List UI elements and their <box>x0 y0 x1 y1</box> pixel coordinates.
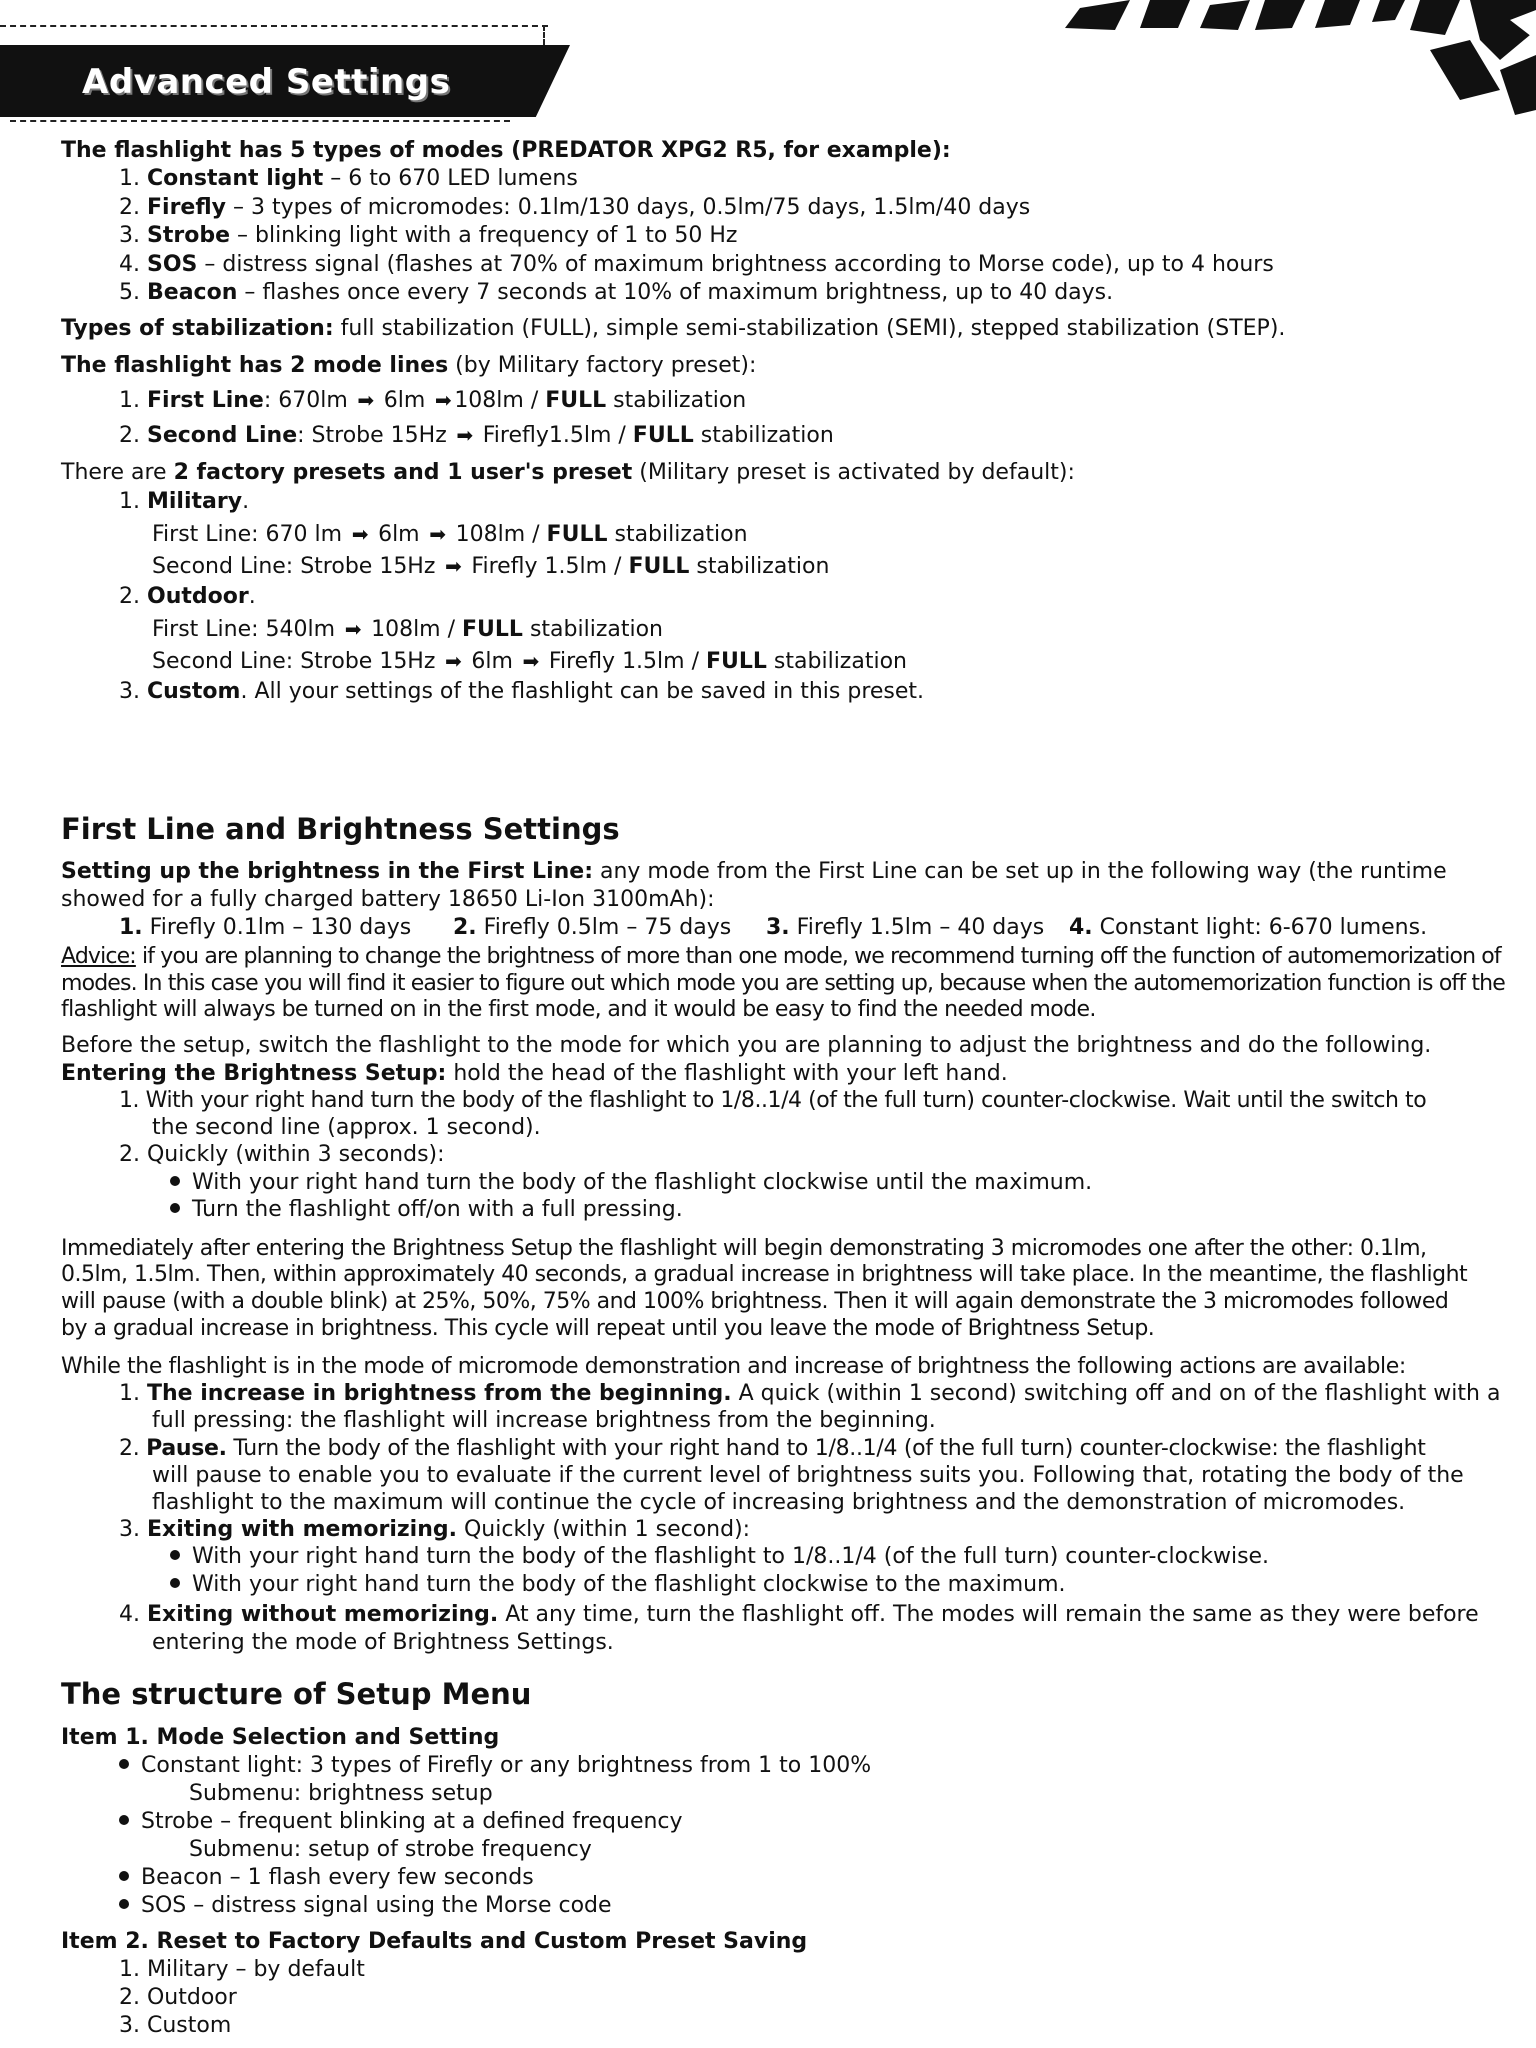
list-item: 1. Military – by default <box>119 1957 365 1982</box>
mode-item: 4. SOS – distress signal (flashes at 70% of maximum brightness according to Morse code), up to 4 hours <box>119 252 1274 277</box>
header-dashed-line-vertical <box>543 25 545 45</box>
mode-item: 2. Firefly – 3 types of micromodes: 0.1lm/130 days, 0.5lm/75 days, 1.5lm/40 days <box>119 195 1031 220</box>
arrow-icon: ➡ <box>344 617 362 641</box>
arrow-icon: ➡ <box>351 522 369 546</box>
bullet-item: With your right hand turn the body of the flashlight clockwise to the maximum. <box>170 1571 1066 1600</box>
mode-item: 3. Strobe – blinking light with a frequency of 1 to 50 Hz <box>119 223 738 248</box>
action-item: 3. Exiting with memorizing. Quickly (within 1 second): <box>119 1517 751 1542</box>
step: 1. With your right hand turn the body of the flashlight to 1/8..1/4 (of the full turn) counter-clockwise. Wait until the switch to <box>119 1088 1427 1113</box>
action-item: 4. Exiting without memorizing. At any time, turn the flashlight off. The modes will remain the same as they were before <box>119 1602 1479 1627</box>
bullet-icon <box>170 1176 180 1186</box>
brightness-options: 1. Firefly 0.1lm – 130 days <box>119 915 412 940</box>
action-item: entering the mode of Brightness Settings. <box>152 1630 614 1655</box>
bullet-icon <box>119 1871 129 1881</box>
bullet-item: Beacon – 1 flash every few seconds <box>119 1864 534 1893</box>
arrow-icon: ➡ <box>357 388 375 412</box>
brightness-options: 2. Firefly 0.5lm – 75 days <box>453 915 732 940</box>
action-item: full pressing: the flashlight will increase brightness from the beginning. <box>152 1408 936 1433</box>
brightness-options: 4. Constant light: 6-670 lumens. <box>1069 915 1428 940</box>
bullet-item: Turn the flashlight off/on with a full pressing. <box>170 1196 683 1225</box>
submenu-item: Submenu: brightness setup <box>189 1781 493 1806</box>
paragraph: Immediately after entering the Brightness Setup the flashlight will begin demonstrating 3 micromodes one after the other: 0.1lm, <box>61 1236 1427 1261</box>
section-title-setup-menu: The structure of Setup Menu <box>61 1677 532 1711</box>
preset-outdoor: 2. Outdoor. <box>119 584 256 609</box>
bullet-icon <box>170 1550 180 1560</box>
step: 2. Quickly (within 3 seconds): <box>119 1142 445 1167</box>
preset-line: Second Line: Strobe 15Hz ➡ Firefly 1.5lm / FULL stabilization <box>152 554 830 579</box>
header-dashed-line <box>0 25 548 27</box>
preset-line: First Line: 670 lm ➡ 6lm ➡ 108lm / FULL stabilization <box>152 522 748 547</box>
bullet-icon <box>119 1899 129 1909</box>
arrow-icon: ➡ <box>456 423 474 447</box>
presets-heading: There are 2 factory presets and 1 user's preset (Military preset is activated by default): <box>61 460 1075 485</box>
bullet-icon <box>119 1759 129 1769</box>
preset-line: Second Line: Strobe 15Hz ➡ 6lm ➡ Firefly 1.5lm / FULL stabilization <box>152 649 907 674</box>
action-item: will pause to enable you to evaluate if the current level of brightness suits you. Following that, rotating the body of the <box>152 1463 1464 1488</box>
header-dashed-underline <box>10 120 510 122</box>
paragraph: Entering the Brightness Setup: hold the head of the flashlight with your left hand. <box>61 1061 1008 1086</box>
mode-lines-heading: The flashlight has 2 mode lines (by Military factory preset): <box>61 353 757 378</box>
paragraph: While the flashlight is in the mode of micromode demonstration and increase of brightness the following actions are available: <box>61 1354 1406 1379</box>
arrow-icon: ➡ <box>445 649 462 673</box>
bullet-item: Constant light: 3 types of Firefly or any brightness from 1 to 100% <box>119 1752 871 1781</box>
step: the second line (approx. 1 second). <box>152 1115 541 1140</box>
paragraph: flashlight will always be turned on in the first mode, and it would be easy to find the needed mode. <box>61 997 1096 1022</box>
list-item: 2. Outdoor <box>119 1985 237 2010</box>
advice: Advice: if you are planning to change the brightness of more than one mode, we recommend turning off the function of automemorization of <box>61 944 1501 969</box>
arrow-icon: ➡ <box>429 522 446 546</box>
page-title: Advanced Settings <box>82 62 451 102</box>
bullet-item: SOS – distress signal using the Morse code <box>119 1892 612 1921</box>
arrow-icon: ➡ <box>445 554 462 578</box>
bullet-item: With your right hand turn the body of the flashlight clockwise until the maximum. <box>170 1169 1092 1198</box>
mode-item: 5. Beacon – flashes once every 7 seconds at 10% of maximum brightness, up to 40 days. <box>119 280 1114 305</box>
arrow-icon: ➡ <box>434 388 452 412</box>
paragraph: Before the setup, switch the flashlight to the mode for which you are planning to adjust the brightness and do the following. <box>61 1033 1432 1058</box>
bullet-icon <box>119 1815 129 1825</box>
submenu-item: Submenu: setup of strobe frequency <box>189 1837 592 1862</box>
mode-item: 1. Constant light – 6 to 670 LED lumens <box>119 166 578 191</box>
action-item: flashlight to the maximum will continue the cycle of increasing brightness and the demonstration of micromodes. <box>152 1490 1406 1515</box>
section-title-brightness: First Line and Brightness Settings <box>61 812 620 846</box>
paragraph: by a gradual increase in brightness. This cycle will repeat until you leave the mode of Brightness Setup. <box>61 1316 1155 1341</box>
action-item: 2. Pause. Turn the body of the flashlight with your right hand to 1/8..1/4 (of the full turn) counter-clockwise: the flashlight <box>119 1436 1426 1461</box>
preset-military: 1. Military. <box>119 489 250 514</box>
paragraph: will pause (with a double blink) at 25%, 50%, 75% and 100% brightness. Then it will again demonstrate the 3 micromodes followed <box>61 1289 1449 1314</box>
second-line-item: 2. Second Line: Strobe 15Hz ➡ Firefly1.5lm / FULL stabilization <box>119 423 834 448</box>
paragraph: modes. In this case you will find it easier to figure out which mode you are setting up, because when the automemorization function is off the <box>61 971 1505 996</box>
decorative-stripes <box>1060 0 1536 120</box>
bullet-icon <box>170 1578 180 1588</box>
arrow-icon: ➡ <box>522 649 540 673</box>
list-item: 3. Custom <box>119 2013 232 2038</box>
paragraph: showed for a fully charged battery 18650 Li-Ion 3100mAh): <box>61 887 715 912</box>
bullet-icon <box>170 1203 180 1213</box>
paragraph: Setting up the brightness in the First Line: any mode from the First Line can be set up in the following way (the runtime <box>61 859 1447 884</box>
stabilization-types: Types of stabilization: full stabilization (FULL), simple semi-stabilization (SEMI), stepped stabilization (STEP). <box>61 316 1286 341</box>
first-line-item: 1. First Line: 670lm ➡ 6lm ➡ 108lm / FULL stabilization <box>119 388 747 413</box>
preset-custom: 3. Custom. All your settings of the flashlight can be saved in this preset. <box>119 679 925 704</box>
preset-line: First Line: 540lm ➡ 108lm / FULL stabilization <box>152 617 663 642</box>
paragraph: 0.5lm, 1.5lm. Then, within approximately 40 seconds, a gradual increase in brightness will take place. In the meantime, the flashlight <box>61 1262 1468 1287</box>
menu-item-heading: Item 2. Reset to Factory Defaults and Custom Preset Saving <box>61 1929 808 1954</box>
brightness-options: 3. Firefly 1.5lm – 40 days <box>766 915 1045 940</box>
bullet-item: With your right hand turn the body of the flashlight to 1/8..1/4 (of the full turn) counter-clockwise. <box>170 1543 1269 1572</box>
modes-heading: The flashlight has 5 types of modes (PREDATOR XPG2 R5, for example): <box>61 138 951 163</box>
action-item: 1. The increase in brightness from the beginning. A quick (within 1 second) switching off and on of the flashlight with a <box>119 1381 1501 1406</box>
menu-item-heading: Item 1. Mode Selection and Setting <box>61 1725 500 1750</box>
bullet-item: Strobe – frequent blinking at a defined frequency <box>119 1808 683 1837</box>
